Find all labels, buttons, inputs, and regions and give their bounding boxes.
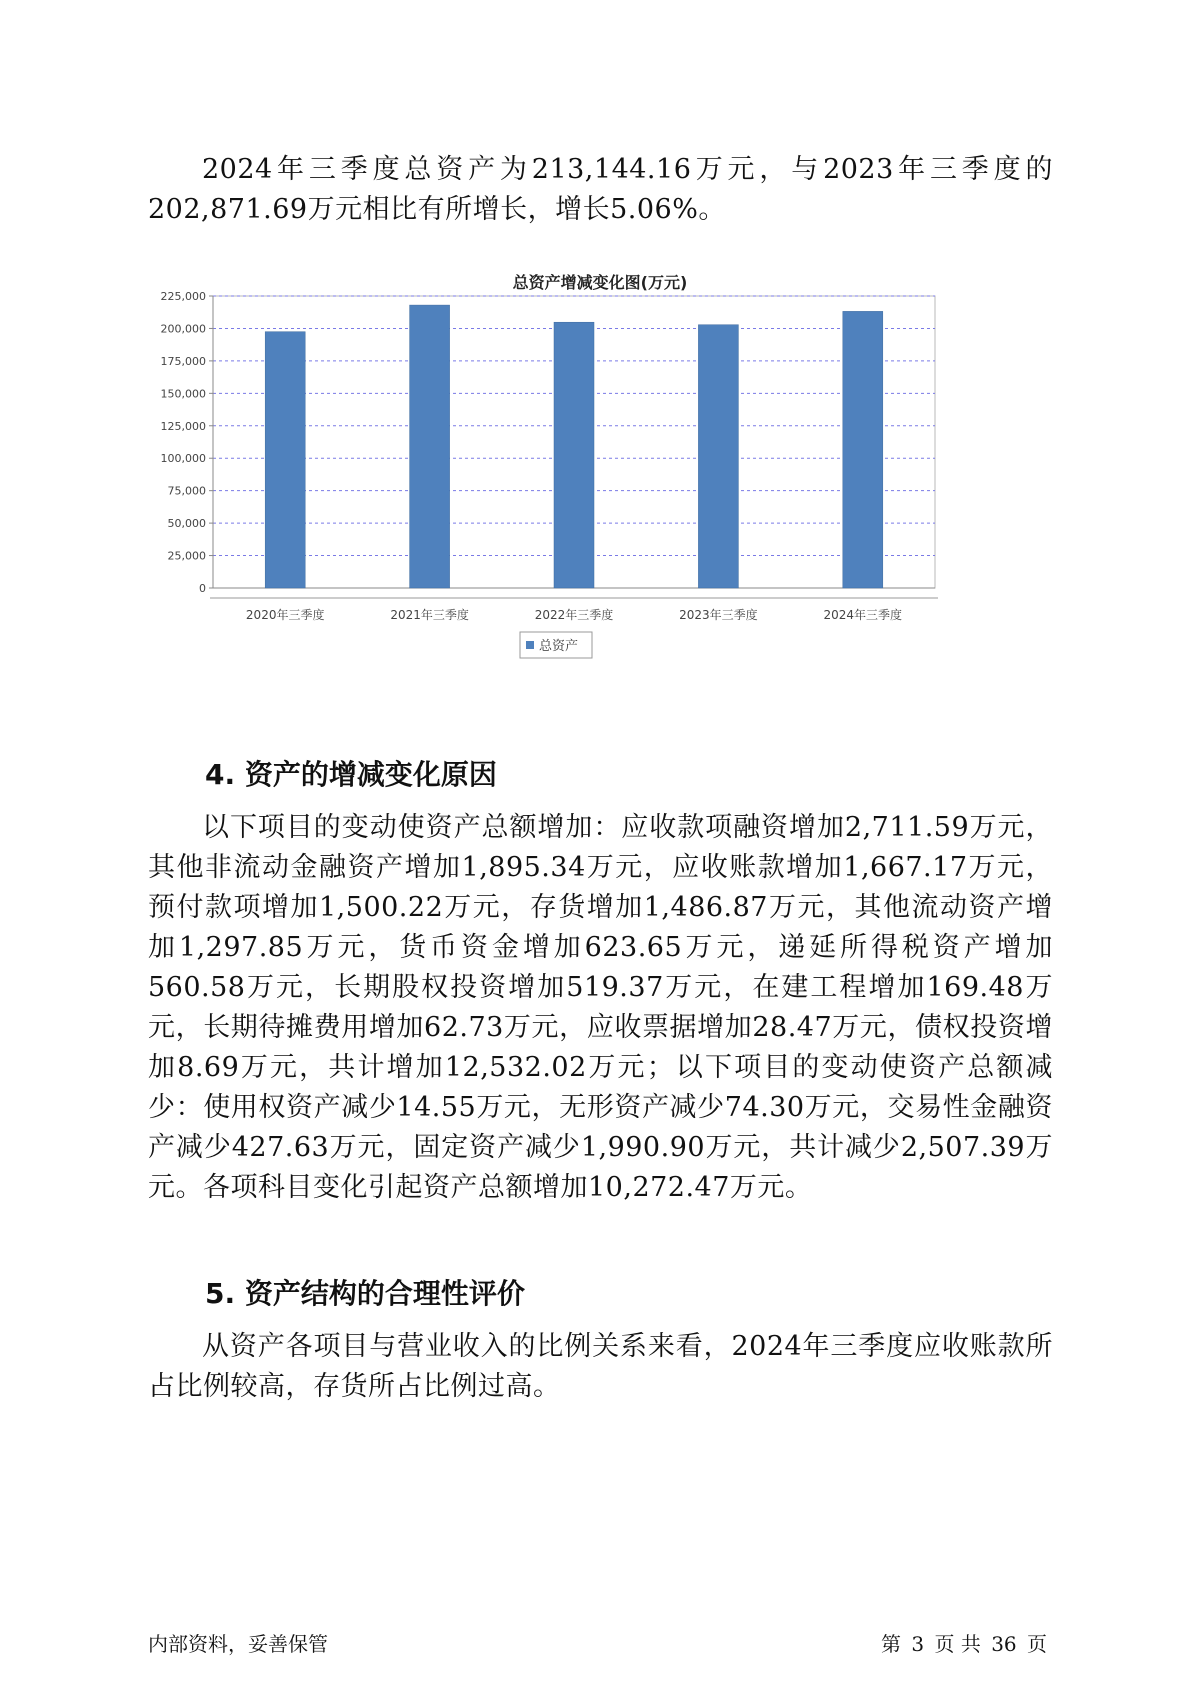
y-tick-label: 175,000 (160, 354, 206, 368)
bar-2 (410, 305, 450, 588)
paragraph-total-assets-summary: 2024年三季度总资产为213,144.16万元，与2023年三季度的202,871.69万元相比有所增长，增长5.06%。 (148, 154, 1053, 225)
y-tick-label: 25,000 (167, 549, 206, 563)
y-tick-label: 0 (199, 582, 206, 595)
bar-4 (698, 325, 738, 588)
y-tick-label: 225,000 (160, 290, 206, 303)
heading-asset-structure-evaluation: 5. 资产结构的合理性评价 (205, 1277, 525, 1310)
heading-asset-change-reasons: 4. 资产的增减变化原因 (205, 758, 497, 791)
page-mid: 页 共 (934, 1632, 981, 1656)
x-tick-label: 2020年三季度 (245, 608, 325, 622)
chart-title: 总资产增减变化图(万元) (512, 273, 688, 292)
total-assets-bar-chart (148, 268, 1053, 723)
chart-svg (148, 268, 1053, 723)
x-tick-label: 2024年三季度 (823, 608, 903, 622)
footer-page-number (879, 1630, 1049, 1658)
y-tick-label: 125,000 (160, 419, 206, 433)
legend-swatch (526, 641, 534, 649)
footer-confidential-note: 内部资料，妥善保管 (148, 1632, 328, 1656)
y-tick-label: 75,000 (167, 484, 206, 498)
paragraph-asset-change-reasons: 以下项目的变动使资产总额增加：应收款项融资增加2,711.59万元，其他非流动金融资产增加1,895.34万元，应收账款增加1,667.17万元，预付款项增加1,500.22万元，存货增加1,486.87万元，其他流动资产增加1,297.85万元，货币资金增加623.65万元，递延所得税资产增加560.58万元，长期股权投资增加519.37万元，在建工程增加169.48万元，长期待摊费用增加62.73万元，应收票据增加28.47万元，债权投资增加8.69万元，共计增加12,532.02万元；以下项目的变动使资产总额减少：使用权资产减少14.55万元，无形资产减少74.30万元，交易性金融资产减少427.63万元，固定资产减少1,990.90万元，共计减少2,507.39万元。各项科目变化引起资产总额增加10,272.47万元。 (148, 812, 1053, 1203)
y-tick-label: 200,000 (160, 322, 206, 336)
page-current: 3 (911, 1632, 925, 1656)
page-suffix: 页 (1027, 1632, 1047, 1656)
legend-label: 总资产 (539, 639, 579, 654)
page-prefix: 第 (881, 1632, 902, 1656)
bar-3 (554, 322, 594, 588)
paragraph-asset-structure-evaluation: 从资产各项目与营业收入的比例关系来看，2024年三季度应收账款所占比例较高，存货所占比例过高。 (148, 1331, 1053, 1402)
y-tick-label: 50,000 (167, 517, 206, 531)
bar-5 (843, 311, 883, 588)
y-tick-label: 100,000 (160, 452, 206, 466)
page-total: 36 (991, 1632, 1017, 1656)
bar-1 (265, 332, 305, 588)
x-tick-label: 2023年三季度 (679, 608, 758, 622)
y-tick-label: 150,000 (160, 387, 206, 401)
x-tick-label: 2022年三季度 (534, 608, 614, 622)
x-tick-label: 2021年三季度 (390, 608, 469, 622)
